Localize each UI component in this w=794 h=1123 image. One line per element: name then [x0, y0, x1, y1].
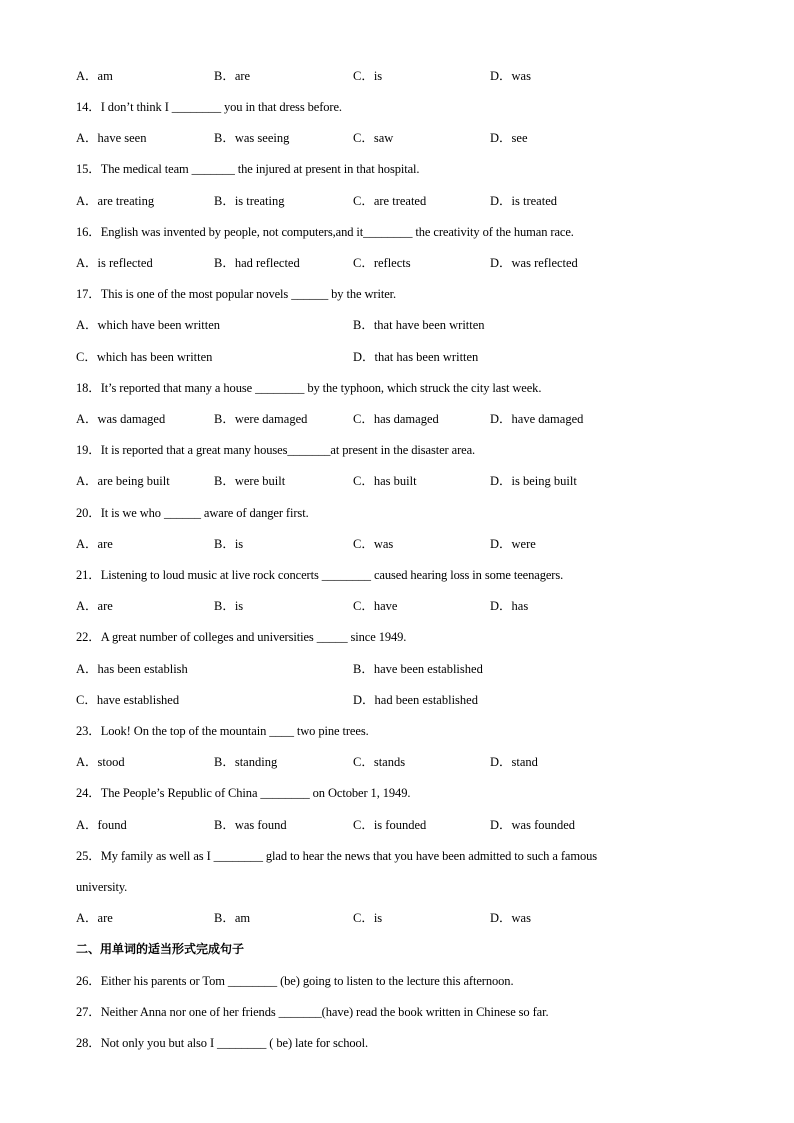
option-b: B．is: [214, 537, 244, 551]
option-a: A．are: [76, 599, 113, 613]
option-b: B．am: [214, 911, 251, 925]
option-d: D．is treated: [490, 194, 557, 208]
option-d: D．that has been written: [353, 350, 479, 364]
option-c: C．stands: [353, 755, 406, 769]
q16-options: [76, 255, 776, 271]
question-18-stem: 18．It’s reported that many a house ________ by the typhoon, which struck the city last week.: [76, 381, 542, 395]
option-b: B．standing: [214, 755, 278, 769]
q19-options: [76, 473, 776, 489]
option-c: C．are treated: [353, 194, 427, 208]
option-a: A．has been establish: [76, 662, 188, 676]
question-21-stem: 21．Listening to loud music at live rock concerts ________ caused hearing loss in some teenagers.: [76, 568, 564, 582]
option-d: D．have damaged: [490, 412, 584, 426]
option-c: C．have established: [76, 693, 180, 707]
option-a: A．are: [76, 537, 113, 551]
question-22-stem: 22．A great number of colleges and universities _____ since 1949.: [76, 630, 407, 644]
option-c: C．is: [353, 911, 383, 925]
option-d: D．was: [490, 69, 531, 83]
option-a: A．found: [76, 818, 127, 832]
option-c: C．has damaged: [353, 412, 439, 426]
question-15-stem: 15．The medical team _______ the injured at present in that hospital.: [76, 162, 420, 176]
option-b: B．was seeing: [214, 131, 290, 145]
option-a: A．am: [76, 69, 113, 83]
question-27-stem: 27．Neither Anna nor one of her friends _______(have) read the book written in Chinese so far.: [76, 1005, 549, 1019]
option-c: C．has built: [353, 474, 417, 488]
option-b: B．that have been written: [353, 318, 485, 332]
q20-options: [76, 536, 776, 552]
question-14-stem: 14．I don’t think I ________ you in that dress before.: [76, 100, 342, 114]
option-b: B．were damaged: [214, 412, 308, 426]
option-a: A．stood: [76, 755, 125, 769]
option-d: D．see: [490, 131, 528, 145]
q17-options-row2: [76, 349, 776, 365]
option-a: A．are: [76, 911, 113, 925]
q17-options-row1: [76, 317, 776, 333]
option-a: A．is reflected: [76, 256, 153, 270]
option-b: B．are: [214, 69, 251, 83]
option-a: A．was damaged: [76, 412, 166, 426]
option-b: B．have been established: [353, 662, 483, 676]
question-25-stem-continued: university.: [76, 880, 128, 894]
q22-options-row1: [76, 661, 776, 677]
question-20-stem: 20．It is we who ______ aware of danger first.: [76, 506, 309, 520]
option-d: D．had been established: [353, 693, 478, 707]
option-d: D．has: [490, 599, 529, 613]
option-c: C．is: [353, 69, 383, 83]
question-23-stem: 23．Look! On the top of the mountain ____ two pine trees.: [76, 724, 369, 738]
q25-options: [76, 910, 776, 926]
q14-options: [76, 130, 776, 146]
option-a: A．are being built: [76, 474, 170, 488]
q21-options: [76, 598, 776, 614]
q18-options: [76, 411, 776, 427]
question-26-stem: 26．Either his parents or Tom ________ (be) going to listen to the lecture this afternoon.: [76, 974, 514, 988]
q22-options-row2: [76, 692, 776, 708]
option-d: D．was: [490, 911, 531, 925]
option-b: B．were built: [214, 474, 286, 488]
q15-options: [76, 193, 776, 209]
option-d: D．stand: [490, 755, 538, 769]
question-25-stem: 25．My family as well as I ________ glad to hear the news that you have been admitted to such a famous: [76, 849, 598, 863]
option-a: A．are treating: [76, 194, 155, 208]
option-a: A．which have been written: [76, 318, 221, 332]
option-c: C．which has been written: [76, 350, 213, 364]
option-d: D．is being built: [490, 474, 577, 488]
question-28-stem: 28．Not only you but also I ________ ( be) late for school.: [76, 1036, 369, 1050]
option-d: D．were: [490, 537, 536, 551]
q24-options: [76, 817, 776, 833]
option-c: C．saw: [353, 131, 394, 145]
option-c: C．reflects: [353, 256, 411, 270]
option-b: B．was found: [214, 818, 287, 832]
question-19-stem: 19．It is reported that a great many houses_______at present in the disaster area.: [76, 443, 476, 457]
option-c: C．is founded: [353, 818, 427, 832]
question-17-stem: 17．This is one of the most popular novels ______ by the writer.: [76, 287, 397, 301]
option-b: B．is: [214, 599, 244, 613]
question-16-stem: 16．English was invented by people, not computers,and it________ the creativity of the human race.: [76, 225, 574, 239]
option-c: C．was: [353, 537, 394, 551]
option-b: B．is treating: [214, 194, 285, 208]
option-d: D．was founded: [490, 818, 576, 832]
q23-options: [76, 754, 776, 770]
option-a: A．have seen: [76, 131, 147, 145]
option-b: B．had reflected: [214, 256, 300, 270]
section-heading: 二、用单词的适当形式完成句子: [76, 942, 245, 956]
question-24-stem: 24．The People’s Republic of China ________ on October 1, 1949.: [76, 786, 411, 800]
option-d: D．was reflected: [490, 256, 578, 270]
option-c: C．have: [353, 599, 398, 613]
q13-options: [76, 68, 776, 84]
